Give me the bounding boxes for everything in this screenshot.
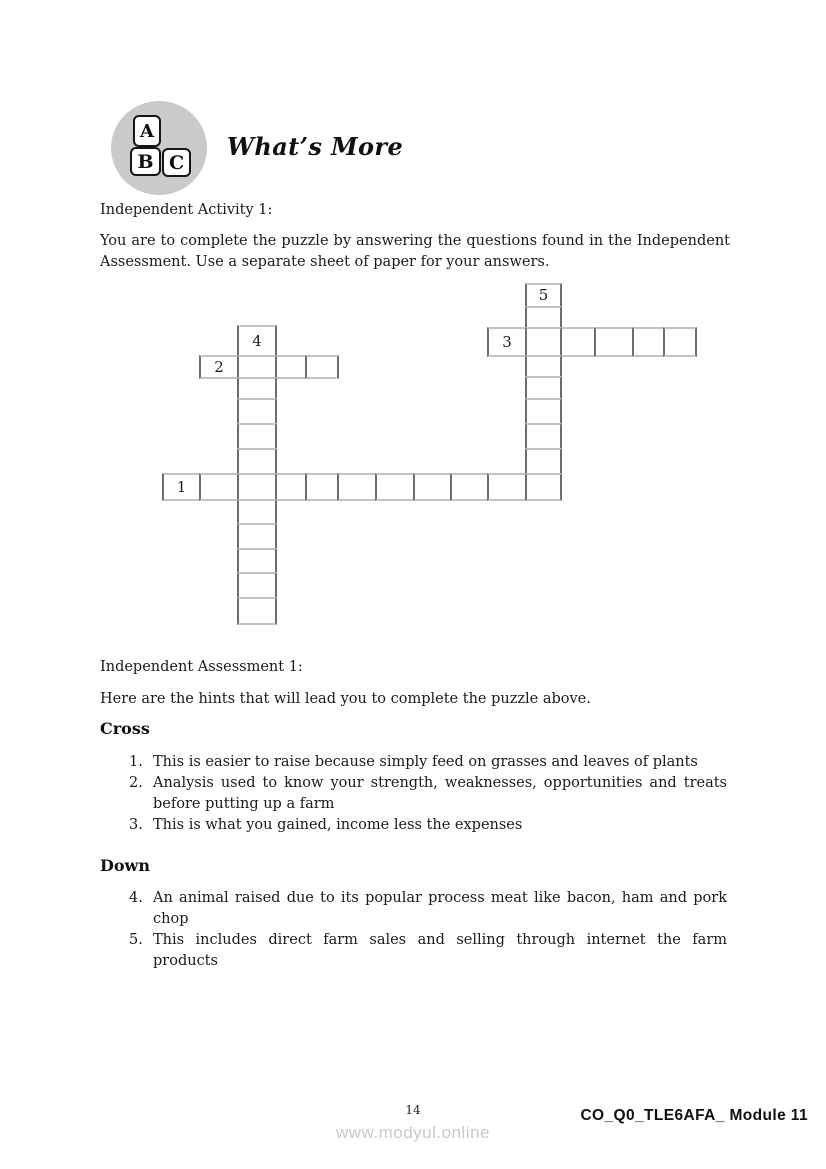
crossword-cell: [450, 473, 489, 501]
crossword-cell: [525, 306, 562, 329]
crossword-cell: [162, 473, 201, 501]
clue-list-cross: [129, 752, 727, 836]
clue-number: 3.: [129, 817, 143, 833]
down-heading: Down: [100, 856, 150, 875]
crossword-cell: [275, 473, 307, 501]
crossword-number-3: 3: [502, 332, 512, 351]
crossword-cell: [237, 523, 277, 550]
crossword-number-1: 1: [176, 477, 187, 496]
crossword-cell: [413, 473, 452, 501]
crossword-cell: [237, 377, 277, 400]
clue-item: [129, 930, 727, 972]
crossword-cell: [237, 572, 277, 599]
clue-text: An animal raised due to its popular process meat like bacon, ham and pork chop: [153, 890, 727, 927]
crossword-cell: [237, 355, 277, 379]
cross-heading: Cross: [100, 719, 150, 738]
crossword-cell: [525, 398, 562, 425]
crossword-cell: [560, 327, 596, 357]
crossword-cell: [305, 355, 339, 379]
crossword-cell: [487, 327, 527, 357]
abc-block-c: [162, 148, 191, 177]
clue-item: [129, 815, 727, 836]
crossword-cell: [237, 548, 277, 574]
crossword-grid: [162, 283, 702, 629]
crossword-cell: [525, 376, 562, 400]
crossword-cell: [199, 473, 239, 501]
abc-block-a: [133, 115, 161, 147]
clue-item: [129, 773, 727, 815]
block-letter-b: B: [137, 150, 154, 173]
clue-number: 1.: [129, 754, 143, 770]
clue-item: [129, 752, 727, 773]
abc-block-b: [130, 147, 161, 176]
crossword-cell: [237, 325, 277, 357]
crossword-cell: [237, 473, 277, 501]
crossword-cell: [199, 355, 239, 379]
clue-text: This is easier to raise because simply feed on grasses and leaves of plants: [153, 754, 698, 770]
clue-item: [129, 888, 727, 930]
crossword-cell: [525, 327, 562, 357]
block-letter-c: C: [168, 151, 185, 174]
crossword-cell: [237, 597, 277, 625]
clue-number: 4.: [129, 890, 143, 906]
clue-text: This includes direct farm sales and selling through internet the farm products: [153, 932, 727, 969]
clue-text: Analysis used to know your strength, weaknesses, opportunities and treats before putting up a farm: [153, 775, 727, 812]
whats-more-icon: [105, 96, 215, 200]
clue-number: 2.: [129, 775, 143, 791]
crossword-cell: [237, 398, 277, 425]
clue-list-down: [129, 888, 727, 972]
crossword-cell: [237, 448, 277, 475]
activity-label: Independent Activity 1:: [100, 202, 273, 218]
crossword-number-5: 5: [538, 286, 549, 304]
crossword-cell: [275, 355, 307, 379]
crossword-cell: [525, 283, 562, 308]
crossword-cell: [632, 327, 665, 357]
activity-instructions: You are to complete the puzzle by answering the questions found in the Independent Assessment. Use a separate sheet of paper for your answers.: [100, 233, 730, 270]
crossword-cell: [525, 355, 562, 378]
crossword-number-2: 2: [214, 357, 224, 376]
block-letter-a: A: [140, 120, 154, 142]
watermark: www.modyul.online: [335, 1123, 490, 1142]
crossword-cell: [594, 327, 634, 357]
crossword-cell: [237, 423, 277, 450]
clue-number: 5.: [129, 932, 143, 948]
crossword-cell: [525, 423, 562, 450]
crossword-cell: [337, 473, 377, 501]
page-title: What’s More: [227, 132, 404, 161]
assessment-intro: Here are the hints that will lead you to complete the puzzle above.: [100, 691, 591, 707]
module-code: CO_Q0_TLE6AFA_ Module 11: [580, 1107, 808, 1124]
crossword-cell: [525, 448, 562, 475]
assessment-label: Independent Assessment 1:: [100, 659, 303, 675]
crossword-number-4: 4: [252, 331, 262, 350]
crossword-cell: [663, 327, 697, 357]
crossword-cell: [525, 473, 562, 501]
crossword-cell: [237, 499, 277, 525]
crossword-cell: [487, 473, 527, 501]
page-number: 14: [405, 1103, 421, 1117]
clue-text: This is what you gained, income less the expenses: [153, 817, 523, 833]
crossword-cell: [305, 473, 339, 501]
crossword-cell: [375, 473, 415, 501]
